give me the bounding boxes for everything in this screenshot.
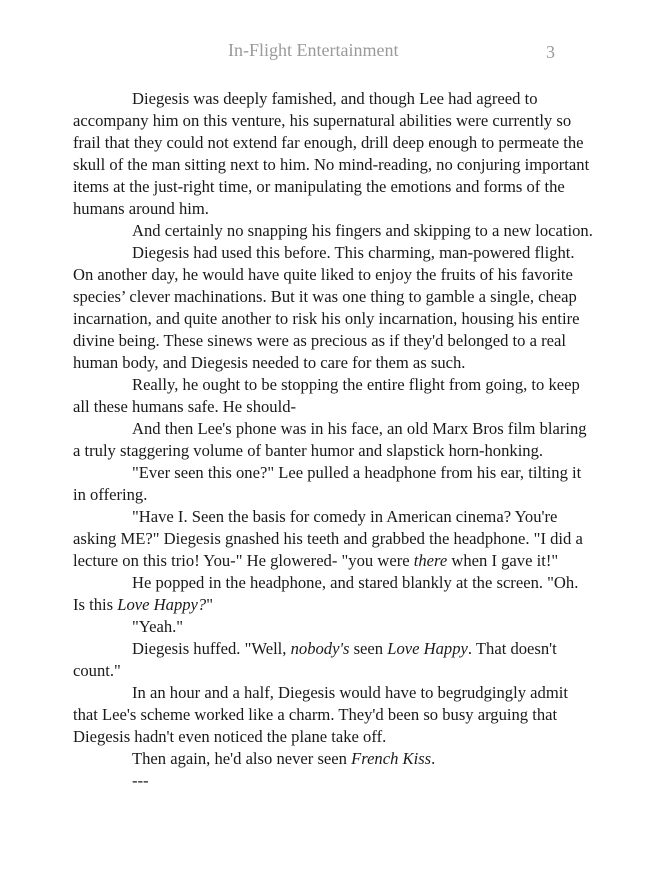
paragraph [73, 572, 593, 616]
paragraph [73, 616, 593, 638]
text-run: Diegesis had used this before. This charming, man-powered flight. On another day, he would have quite liked to enjoy the fruits of his favorite species’ clever machinations. But it was one thing to gamble a single, cheap incarnation, and quite another to risk his only incarnation, housing his entire divine being. These sinews were as precious as if they'd belonged to a real human body, and Diegesis needed to care for them as such. [73, 243, 580, 372]
text-run: --- [132, 771, 149, 790]
text-run: In an hour and a half, Diegesis would have to begrudgingly admit that Lee's scheme worked like a charm. They'd been so busy arguing that Diegesis hadn't even noticed the plane take off. [73, 683, 568, 746]
text-run: " [206, 595, 213, 614]
text-run: . [431, 749, 436, 768]
text-run: "Yeah." [132, 617, 184, 636]
paragraph [73, 748, 593, 770]
italic-text: Love Happy [387, 639, 468, 658]
text-run: Diegesis huffed. "Well, [132, 639, 291, 658]
running-title: In-Flight Entertainment [228, 40, 399, 60]
paragraph [73, 462, 593, 506]
text-run: Then again, he'd also never seen [132, 749, 352, 768]
text-run: when I gave it!" [447, 551, 559, 570]
paragraph [73, 770, 593, 792]
text-run: He popped in the headphone, and stared blankly at the screen. "Oh. Is this [73, 573, 579, 614]
page-number: 3 [546, 42, 555, 62]
paragraph [73, 242, 593, 374]
paragraph [73, 220, 593, 242]
page-header [0, 40, 651, 64]
italic-text: Love Happy? [117, 595, 207, 614]
paragraph [73, 506, 593, 572]
text-run: Really, he ought to be stopping the entire flight from going, to keep all these humans safe. He should- [73, 375, 580, 416]
italic-text: French Kiss [351, 749, 432, 768]
paragraph [73, 638, 593, 682]
text-run: And then Lee's phone was in his face, an old Marx Bros film blaring a truly staggering volume of banter humor and slapstick horn-honking. [73, 419, 587, 460]
text-run: And certainly no snapping his fingers and skipping to a new location. [132, 221, 593, 240]
italic-text: nobody's [290, 639, 350, 658]
paragraph [73, 88, 593, 220]
paragraph [73, 418, 593, 462]
paragraph [73, 374, 593, 418]
text-run: seen [349, 639, 388, 658]
text-run: "Have I. Seen the basis for comedy in American cinema? You're asking ME?" Diegesis gnashed his teeth and grabbed the headphone. "I did a lecture on this trio! You-" He glowered- "you were [73, 507, 583, 570]
text-run: "Ever seen this one?" Lee pulled a headphone from his ear, tilting it in offering. [73, 463, 582, 504]
text-run: Diegesis was deeply famished, and though Lee had agreed to accompany him on this venture, his supernatural abilities were currently so frail that they could not extend far enough, drill deep enough to permeate the skull of the man sitting next to him. No mind-reading, no conjuring important items at the just-right time, or manipulating the emotions and forms of the humans around him. [73, 89, 590, 218]
text-run: . That doesn't count." [73, 639, 557, 680]
body-text [73, 88, 593, 792]
italic-text: there [413, 551, 448, 570]
paragraph [73, 682, 593, 748]
